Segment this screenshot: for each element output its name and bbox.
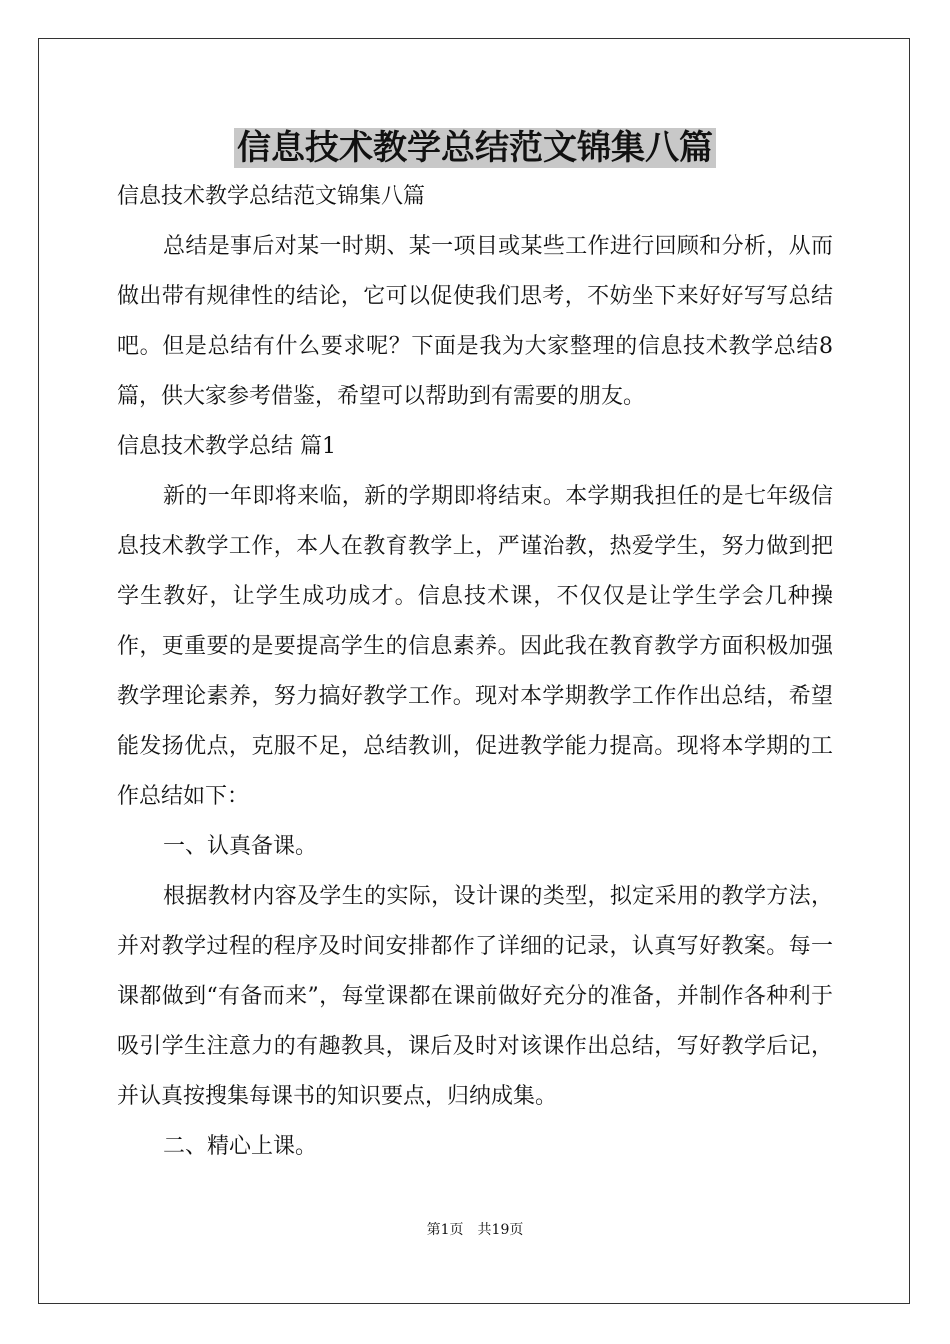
document-body: [117, 172, 833, 1172]
document-title: [0, 122, 950, 174]
document-title-text: 信息技术教学总结范文锦集八篇: [234, 128, 716, 168]
section-heading: 信息技术教学总结 篇1: [117, 434, 336, 459]
body-paragraph: 新的一年即将来临，新的学期即将结束。本学期我担任的是七年级信息技术教学工作，本人在教育教学上，严谨治教，热爱学生，努力做到把学生教好，让学生成功成才。信息技术课，不仅仅是让学生学会几种操作，更重要的是要提高学生的信息素养。因此我在教育教学方面积极加强教学理论素养，努力搞好教学工作。现对本学期教学工作作出总结，希望能发扬优点，克服不足，总结教训，促进教学能力提高。现将本学期的工作总结如下：: [117, 484, 833, 809]
subtitle-paragraph: 信息技术教学总结范文锦集八篇: [117, 184, 426, 209]
page-total: 共19页: [477, 1222, 524, 1238]
subsection-heading: 一、认真备课。: [163, 834, 318, 859]
page-footer: [0, 1220, 950, 1240]
body-paragraph: 根据教材内容及学生的实际，设计课的类型，拟定采用的教学方法，并对教学过程的程序及时间安排都作了详细的记录，认真写好教案。每一课都做到“有备而来”，每堂课都在课前做好充分的准备，并制作各种利于吸引学生注意力的有趣教具，课后及时对该课作出总结，写好教学后记，并认真按搜集每课书的知识要点，归纳成集。: [117, 884, 833, 1109]
intro-paragraph: 总结是事后对某一时期、某一项目或某些工作进行回顾和分析，从而做出带有规律性的结论，它可以促使我们思考，不妨坐下来好好写写总结吧。但是总结有什么要求呢？下面是我为大家整理的信息技术教学总结8篇，供大家参考借鉴，希望可以帮助到有需要的朋友。: [117, 234, 833, 409]
page-number: 第1页: [426, 1222, 464, 1238]
subsection-heading: 二、精心上课。: [163, 1134, 318, 1159]
